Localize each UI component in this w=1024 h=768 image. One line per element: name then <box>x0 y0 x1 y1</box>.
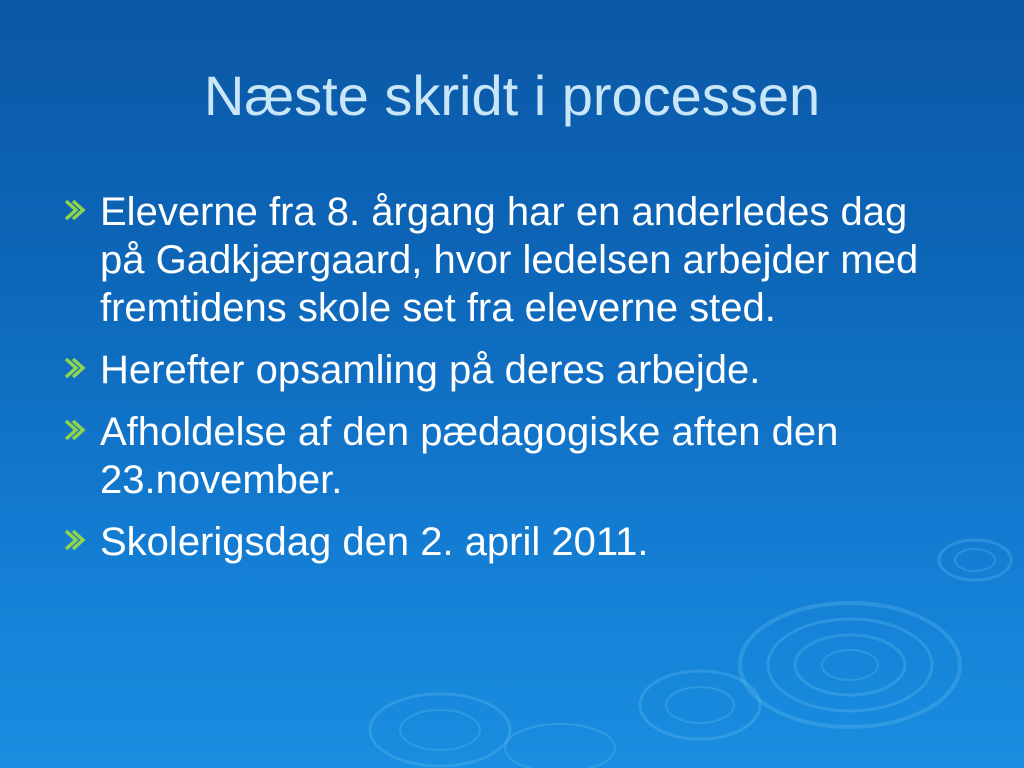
bullet-text: Eleverne fra 8. årgang har en anderledes dag på Gadkjærgaard, hvor ledelsen arbejder med fremtidens skole set fra eleverne sted. <box>100 190 919 330</box>
arrow-bullet-icon <box>62 518 100 552</box>
bullet-text: Herefter opsamling på deres arbejde. <box>100 348 761 392</box>
list-item <box>62 346 962 394</box>
arrow-bullet-icon <box>62 408 100 442</box>
bullet-list <box>62 188 962 580</box>
arrow-bullet-icon <box>62 188 100 222</box>
bullet-text: Afholdelse af den pædagogiske aften den 23.november. <box>100 410 839 502</box>
arrow-bullet-icon <box>62 346 100 380</box>
list-item <box>62 518 962 566</box>
bullet-text: Skolerigsdag den 2. april 2011. <box>100 520 649 564</box>
list-item <box>62 188 962 332</box>
list-item <box>62 408 962 504</box>
slide-title: Næste skridt i processen <box>203 64 821 127</box>
